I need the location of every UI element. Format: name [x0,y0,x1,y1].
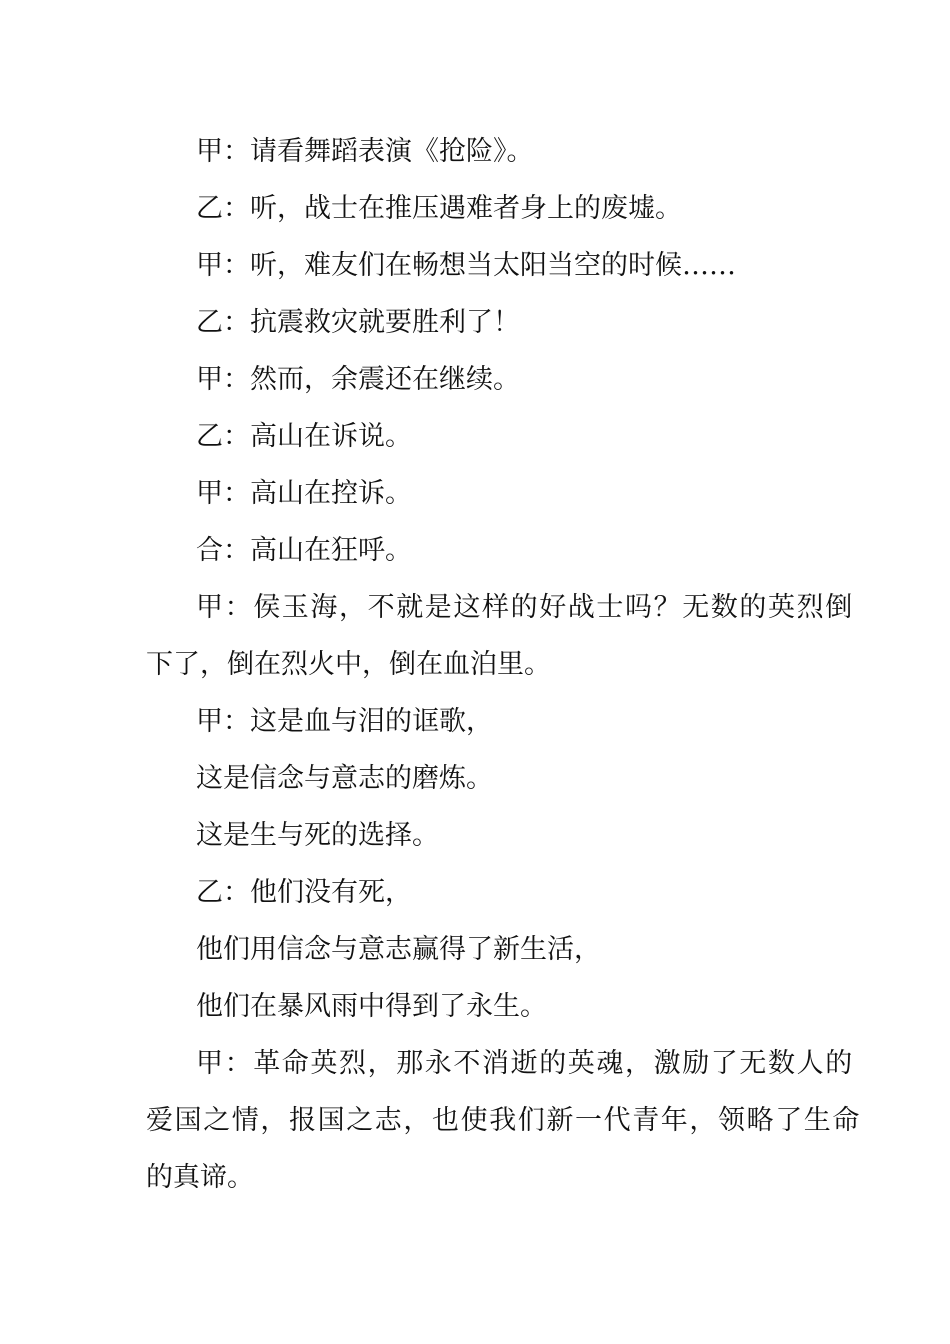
text-line: 他们在暴风雨中得到了永生。 [196,991,547,1022]
text-line: 甲：高山在控诉。 [196,478,412,509]
text-line: 下了，倒在烈火中，倒在血泊里。 [146,649,551,680]
text-line: 乙：高山在诉说。 [196,421,412,452]
text-line: 甲：这是血与泪的诓歌， [196,706,493,737]
text-line: 爱国之情，报国之志，也使我们新一代青年，领略了生命 [146,1105,861,1136]
text-line: 乙：听，战士在推压遇难者身上的废墟。 [196,193,682,224]
text-line: 的真谛。 [146,1162,254,1193]
text-line: 甲：革命英烈，那永不消逝的英魂，激励了无数人的 [196,1048,854,1079]
text-line: 他们用信念与意志赢得了新生活， [196,934,601,965]
text-line: 合：高山在狂呼。 [196,535,412,566]
text-line: 甲：听，难友们在畅想当太阳当空的时候…… [196,250,736,281]
text-line: 甲：请看舞蹈表演《抢险》。 [196,136,534,167]
text-line: 乙：他们没有死， [196,877,412,908]
text-line: 甲：然而，余震还在继续。 [196,364,520,395]
text-line: 甲：侯玉海，不就是这样的好战士吗？无数的英烈倒 [196,592,854,623]
text-line: 这是生与死的选择。 [196,820,439,851]
text-line: 乙：抗震救灾就要胜利了！ [196,307,520,338]
text-line: 这是信念与意志的磨炼。 [196,763,493,794]
